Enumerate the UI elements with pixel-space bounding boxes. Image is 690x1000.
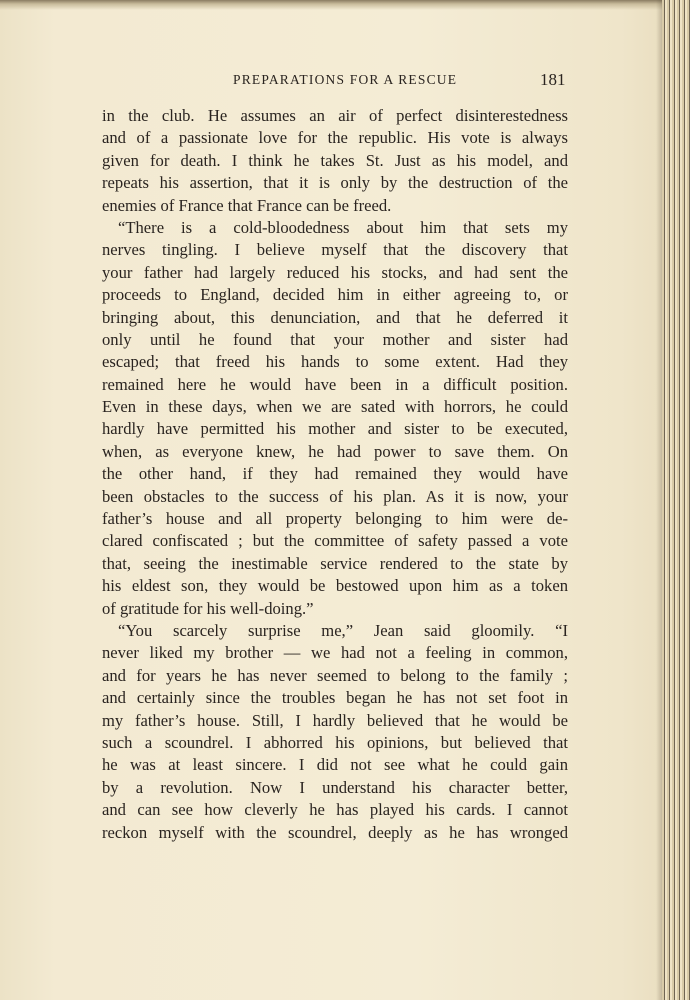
text-line: repeats his assertion, that it is only by the destruction of the — [102, 173, 568, 193]
text-line: “There is a cold-bloodedness about him that sets my — [118, 217, 568, 237]
page-top-shadow — [0, 0, 690, 10]
running-head-title: PREPARATIONS FOR A RESCUE — [233, 72, 458, 87]
page-number: 181 — [540, 70, 566, 89]
text-line: he was at least sincere. I did not see what he could gain — [102, 755, 568, 775]
text-line: “You scarcely surprise me,” Jean said gloomily. “I — [118, 620, 568, 640]
text-line: remained here he would have been in a difficult position. — [102, 374, 568, 394]
text-line: that, seeing the inestimable service rendered to the state by — [102, 553, 568, 573]
text-line: never liked my brother — we had not a feeling in common, — [102, 643, 568, 663]
page-stack-edge — [662, 0, 690, 1000]
text-line: the other hand, if they had remained they would have — [102, 464, 568, 484]
running-head — [0, 72, 690, 92]
text-line: enemies of France that France can be freed. — [102, 195, 392, 215]
text-line: hardly have permitted his mother and sister to be executed, — [102, 419, 568, 439]
text-line: my father’s house. Still, I hardly believed that he would be — [102, 710, 568, 730]
text-line: reckon myself with the scoundrel, deeply as he has wronged — [102, 822, 568, 842]
text-line: your father had largely reduced his stocks, and had sent the — [102, 262, 568, 282]
text-line: given for death. I think he takes St. Just as his model, and — [102, 150, 568, 170]
text-line: escaped; that freed his hands to some extent. Had they — [102, 352, 568, 372]
text-line: of gratitude for his well-doing.” — [102, 598, 314, 618]
text-line: been obstacles to the success of his plan. As it is now, your — [102, 486, 568, 506]
text-line: bringing about, this denunciation, and that he deferred it — [102, 307, 568, 327]
text-line: and for years he has never seemed to belong to the family ; — [102, 665, 568, 685]
text-line: proceeds to England, decided him in either agreeing to, or — [102, 285, 568, 305]
text-line: such a scoundrel. I abhorred his opinions, but believed that — [102, 732, 568, 752]
text-line: Even in these days, when we are sated with horrors, he could — [102, 397, 568, 417]
text-line: his eldest son, they would be bestowed upon him as a token — [102, 576, 568, 596]
text-line: by a revolution. Now I understand his character better, — [102, 777, 568, 797]
text-line: when, as everyone knew, he had power to save them. On — [102, 441, 568, 461]
text-line: and of a passionate love for the republic. His vote is always — [102, 128, 568, 148]
text-line: and can see how cleverly he has played his cards. I cannot — [102, 800, 568, 820]
text-line: in the club. He assumes an air of perfect disinterestedness — [102, 106, 568, 125]
text-line: nerves tingling. I believe myself that the discovery that — [102, 240, 568, 260]
text-line: clared confiscated ; but the committee of safety passed a vote — [102, 531, 568, 551]
body-text — [102, 105, 568, 844]
text-line: and certainly since the troubles began he has not set foot in — [102, 688, 568, 708]
text-line: only until he found that your mother and sister had — [102, 329, 568, 349]
text-line: father’s house and all property belonging to him were de- — [102, 509, 568, 529]
